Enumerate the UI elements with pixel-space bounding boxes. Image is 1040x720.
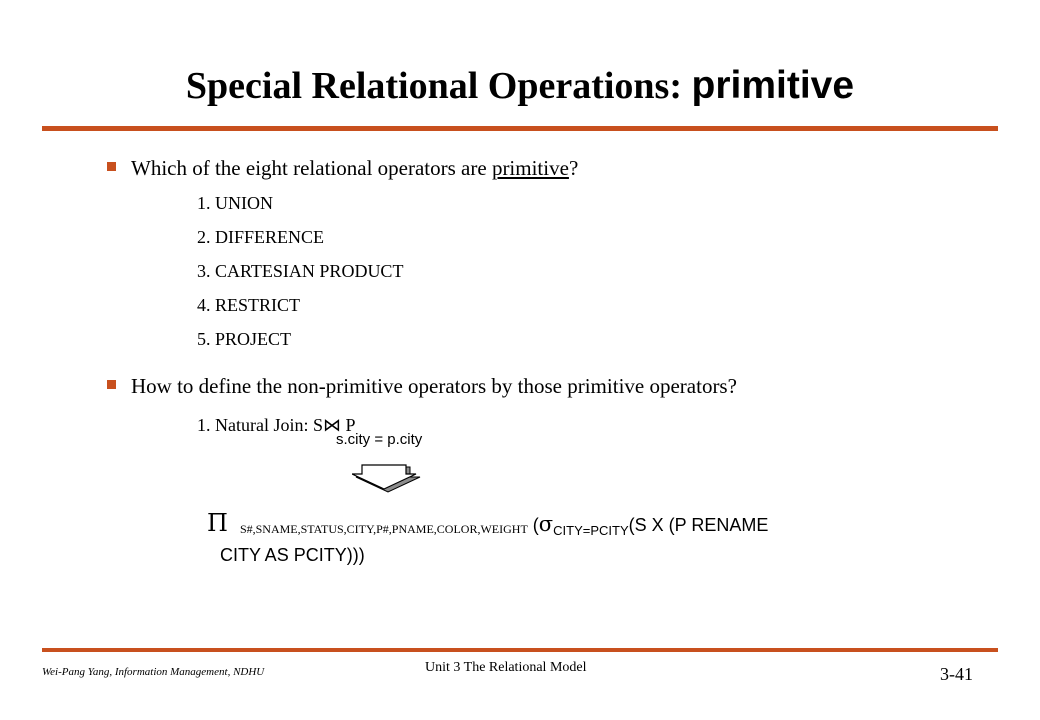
footer-page-number: 3-41 bbox=[940, 664, 973, 684]
operator-item: 3. CARTESIAN PRODUCT bbox=[197, 261, 404, 281]
title-emphasis: primitive bbox=[691, 64, 855, 107]
down-arrow-icon bbox=[352, 464, 422, 499]
square-bullet-icon bbox=[107, 162, 116, 171]
equivalent-expression-line-2: CITY AS PCITY))) bbox=[220, 545, 365, 565]
operator-item: 1. UNION bbox=[197, 193, 273, 213]
join-right-operand: P bbox=[345, 415, 356, 435]
slide-title bbox=[0, 60, 1040, 112]
footer-author: Wei-Pang Yang, Information Management, NDHU bbox=[42, 666, 265, 678]
projection-attributes: S#,SNAME,STATUS,CITY,P#,PNAME,COLOR,WEIGHT bbox=[239, 522, 528, 536]
bullet-1-suffix: ? bbox=[568, 156, 579, 180]
footer-rule bbox=[42, 648, 998, 652]
bullet-1-prefix: Which of the eight relational operators are bbox=[131, 156, 492, 180]
join-condition-subscript: s.city = p.city bbox=[336, 431, 423, 448]
selection-condition: CITY=PCITY bbox=[553, 523, 629, 538]
bullet-1-emphasis: primitive bbox=[491, 156, 569, 180]
operator-item: 4. RESTRICT bbox=[197, 295, 301, 315]
projection-symbol: Π bbox=[207, 509, 228, 537]
bullet-primitive-question bbox=[107, 154, 578, 182]
natural-join-line bbox=[197, 413, 356, 437]
expression-open-paren: ( bbox=[532, 515, 539, 535]
title-main: Special Relational Operations: bbox=[185, 65, 683, 107]
join-symbol: ⋈ bbox=[323, 415, 341, 435]
selection-symbol: σ bbox=[538, 512, 554, 536]
bullet-2-text: How to define the non-primitive operators by those primitive operators? bbox=[131, 374, 737, 398]
footer-unit-title: Unit 3 The Relational Model bbox=[425, 660, 587, 675]
bullet-non-primitive-question bbox=[107, 372, 737, 400]
title-underline bbox=[42, 126, 998, 131]
expression-body: (S X (P RENAME bbox=[628, 515, 769, 535]
operator-item: 2. DIFFERENCE bbox=[197, 227, 325, 247]
natural-join-label: 1. Natural Join: bbox=[197, 415, 309, 435]
operator-item: 5. PROJECT bbox=[197, 329, 292, 349]
join-left-operand: S bbox=[312, 415, 323, 435]
square-bullet-icon bbox=[107, 380, 116, 389]
